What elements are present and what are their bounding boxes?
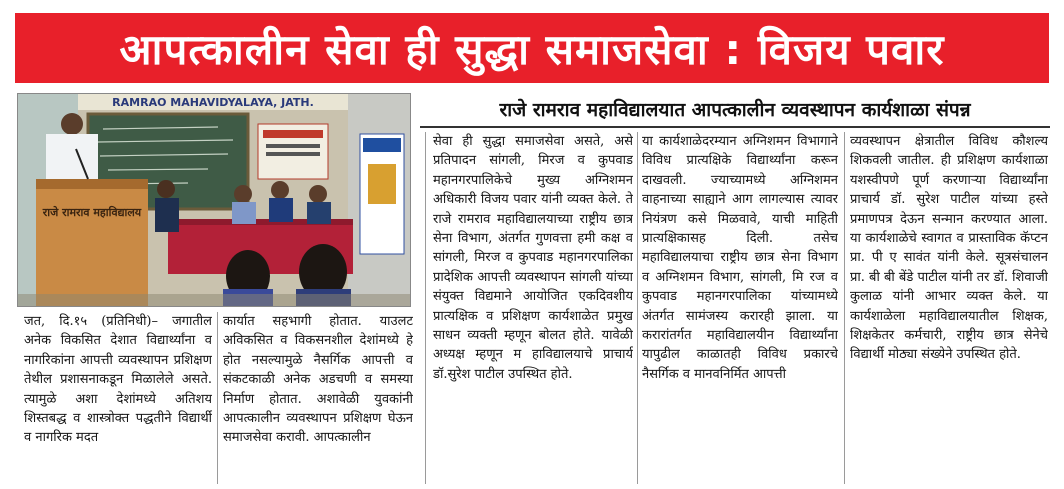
photo-podium-text: राजे रामराव महाविद्यालय: [42, 206, 142, 219]
article-text: कार्यात सहभागी होतात. याउलट अविकसित व विकसनशील देशांमध्ये हे होत नसल्यामुळे नैसर्गिक आपत्ती व संकटकाळी अनेक अडचणी व समस्या निर्माण होतात. अशावेळी युवकांनी आपत्कालीन व्यवस्थापन प्रशिक्षण घेऊन समाजसेवा करावी. आपत्कालीन: [223, 314, 413, 446]
article-column-4: [642, 132, 838, 484]
column-divider: [217, 312, 218, 484]
column-divider: [425, 132, 426, 484]
subheadline-bar: [420, 92, 1050, 128]
subheadline: राजे रामराव महाविद्यालयात आपत्कालीन व्यवस्थापन कार्यशाळा संपन्न: [499, 99, 971, 121]
article-column-3: [433, 132, 633, 484]
article-column-1: [24, 312, 212, 484]
photo-banner-text: RAMRAO MAHAVIDYALAYA, JATH.: [112, 96, 314, 109]
article-text: जत, दि.१५ (प्रतिनिधी)– जगातील अनेक विकसित देशात विद्यार्थ्यांना व नागरिकांना आपत्ती व्यवस्थापन प्रशिक्षण तेथील प्रशासनाकडून मिळालेले असते. त्यामुळे अशा देशांमध्ये अतिशय शिस्तबद्ध व शास्त्रोक्त पद्धतीने विद्यार्थी व नागरिक मदत: [24, 314, 212, 446]
event-photo: [17, 93, 411, 307]
article-column-5: [850, 132, 1048, 484]
article-text: या कार्यशाळेदरम्यान अग्निशमन विभागाने विविध प्रात्यक्षिके विद्यार्थ्यांना करून दाखवली. ज्याच्यामध्ये अग्निशमन वाहनाच्या साह्याने आग लागल्यास त्यावर नियंत्रण कसे मिळवावे, याची माहिती प्रात्यक्षिकासह दिली. तसेच महाविद्यालयाचा राष्ट्रीय छात्र सेना विभाग व अग्निशमन विभाग, सांगली, मि रज व कुपवाड महानगरपालिका यांच्यामध्ये अंतर्गत सामंजस्य करारही झाला. या करारांतर्गत महाविद्यालयीन विद्यार्थ्यांना यापुढील काळातही विविध प्रकारचे नैसर्गिक व मानवनिर्मित आपत्ती: [642, 134, 838, 382]
headline: आपत्कालीन सेवा ही सुद्धा समाजसेवा : विजय पवार: [119, 24, 945, 74]
article-text: सेवा ही सुद्धा समाजसेवा असते, असे प्रतिपादन सांगली, मिरज व कुपवाड महानगरपालिकेचे मुख्य अग्निशमन अधिकारी विजय पवार यांनी व्यक्त केले. ते राजे रामराव महाविद्यालयाच्या राष्ट्रीय छात्र सेना विभाग, अंतर्गत गुणवत्ता हमी कक्ष व सांगली, मिरज व कुपवाड महानगरपालिका प्रादेशिक आपत्ती व्यवस्थापन सांगली यांच्या संयुक्त विद्यमाने आयोजित एकदिवशीय प्रात्यक्षिक व प्रशिक्षण कार्यशाळेत प्रमुख साधन व्यक्ती म्हणून बोलत होते. यावेळी अध्यक्ष म्हणून म हाविद्यालयाचे प्राचार्य डॉ.सुरेश पाटील उपस्थित होते.: [433, 134, 633, 382]
column-divider: [637, 132, 638, 484]
article-text: व्यवस्थापन क्षेत्रातील विविध कौशल्य शिकवली जातील. ही प्रशिक्षण कार्यशाळा यशस्वीपणे पूर्ण करणाऱ्या विद्यार्थ्यांना प्राचार्य डॉ. सुरेश पाटील यांच्या हस्ते प्रमाणपत्र देऊन सन्मान करण्यात आला. या कार्यशाळेचे स्वागत व प्रास्ताविक कॅप्टन प्रा. पी ए सावंत यांनी केले. सूत्रसंचालन प्रा. बी बी बेंडे पाटील यांनी तर डॉ. शिवाजी कुलाळ यांनी आभार व्यक्त केले. या कार्यशाळेला महाविद्यालयातील शिक्षक, शिक्षकेतर कर्मचारी, राष्ट्रीय छात्र सेनेचे विद्यार्थी मोठ्या संख्येने उपस्थित होते.: [850, 134, 1048, 363]
column-divider: [844, 132, 845, 484]
headline-banner: [15, 13, 1049, 83]
article-column-2: [223, 312, 413, 484]
